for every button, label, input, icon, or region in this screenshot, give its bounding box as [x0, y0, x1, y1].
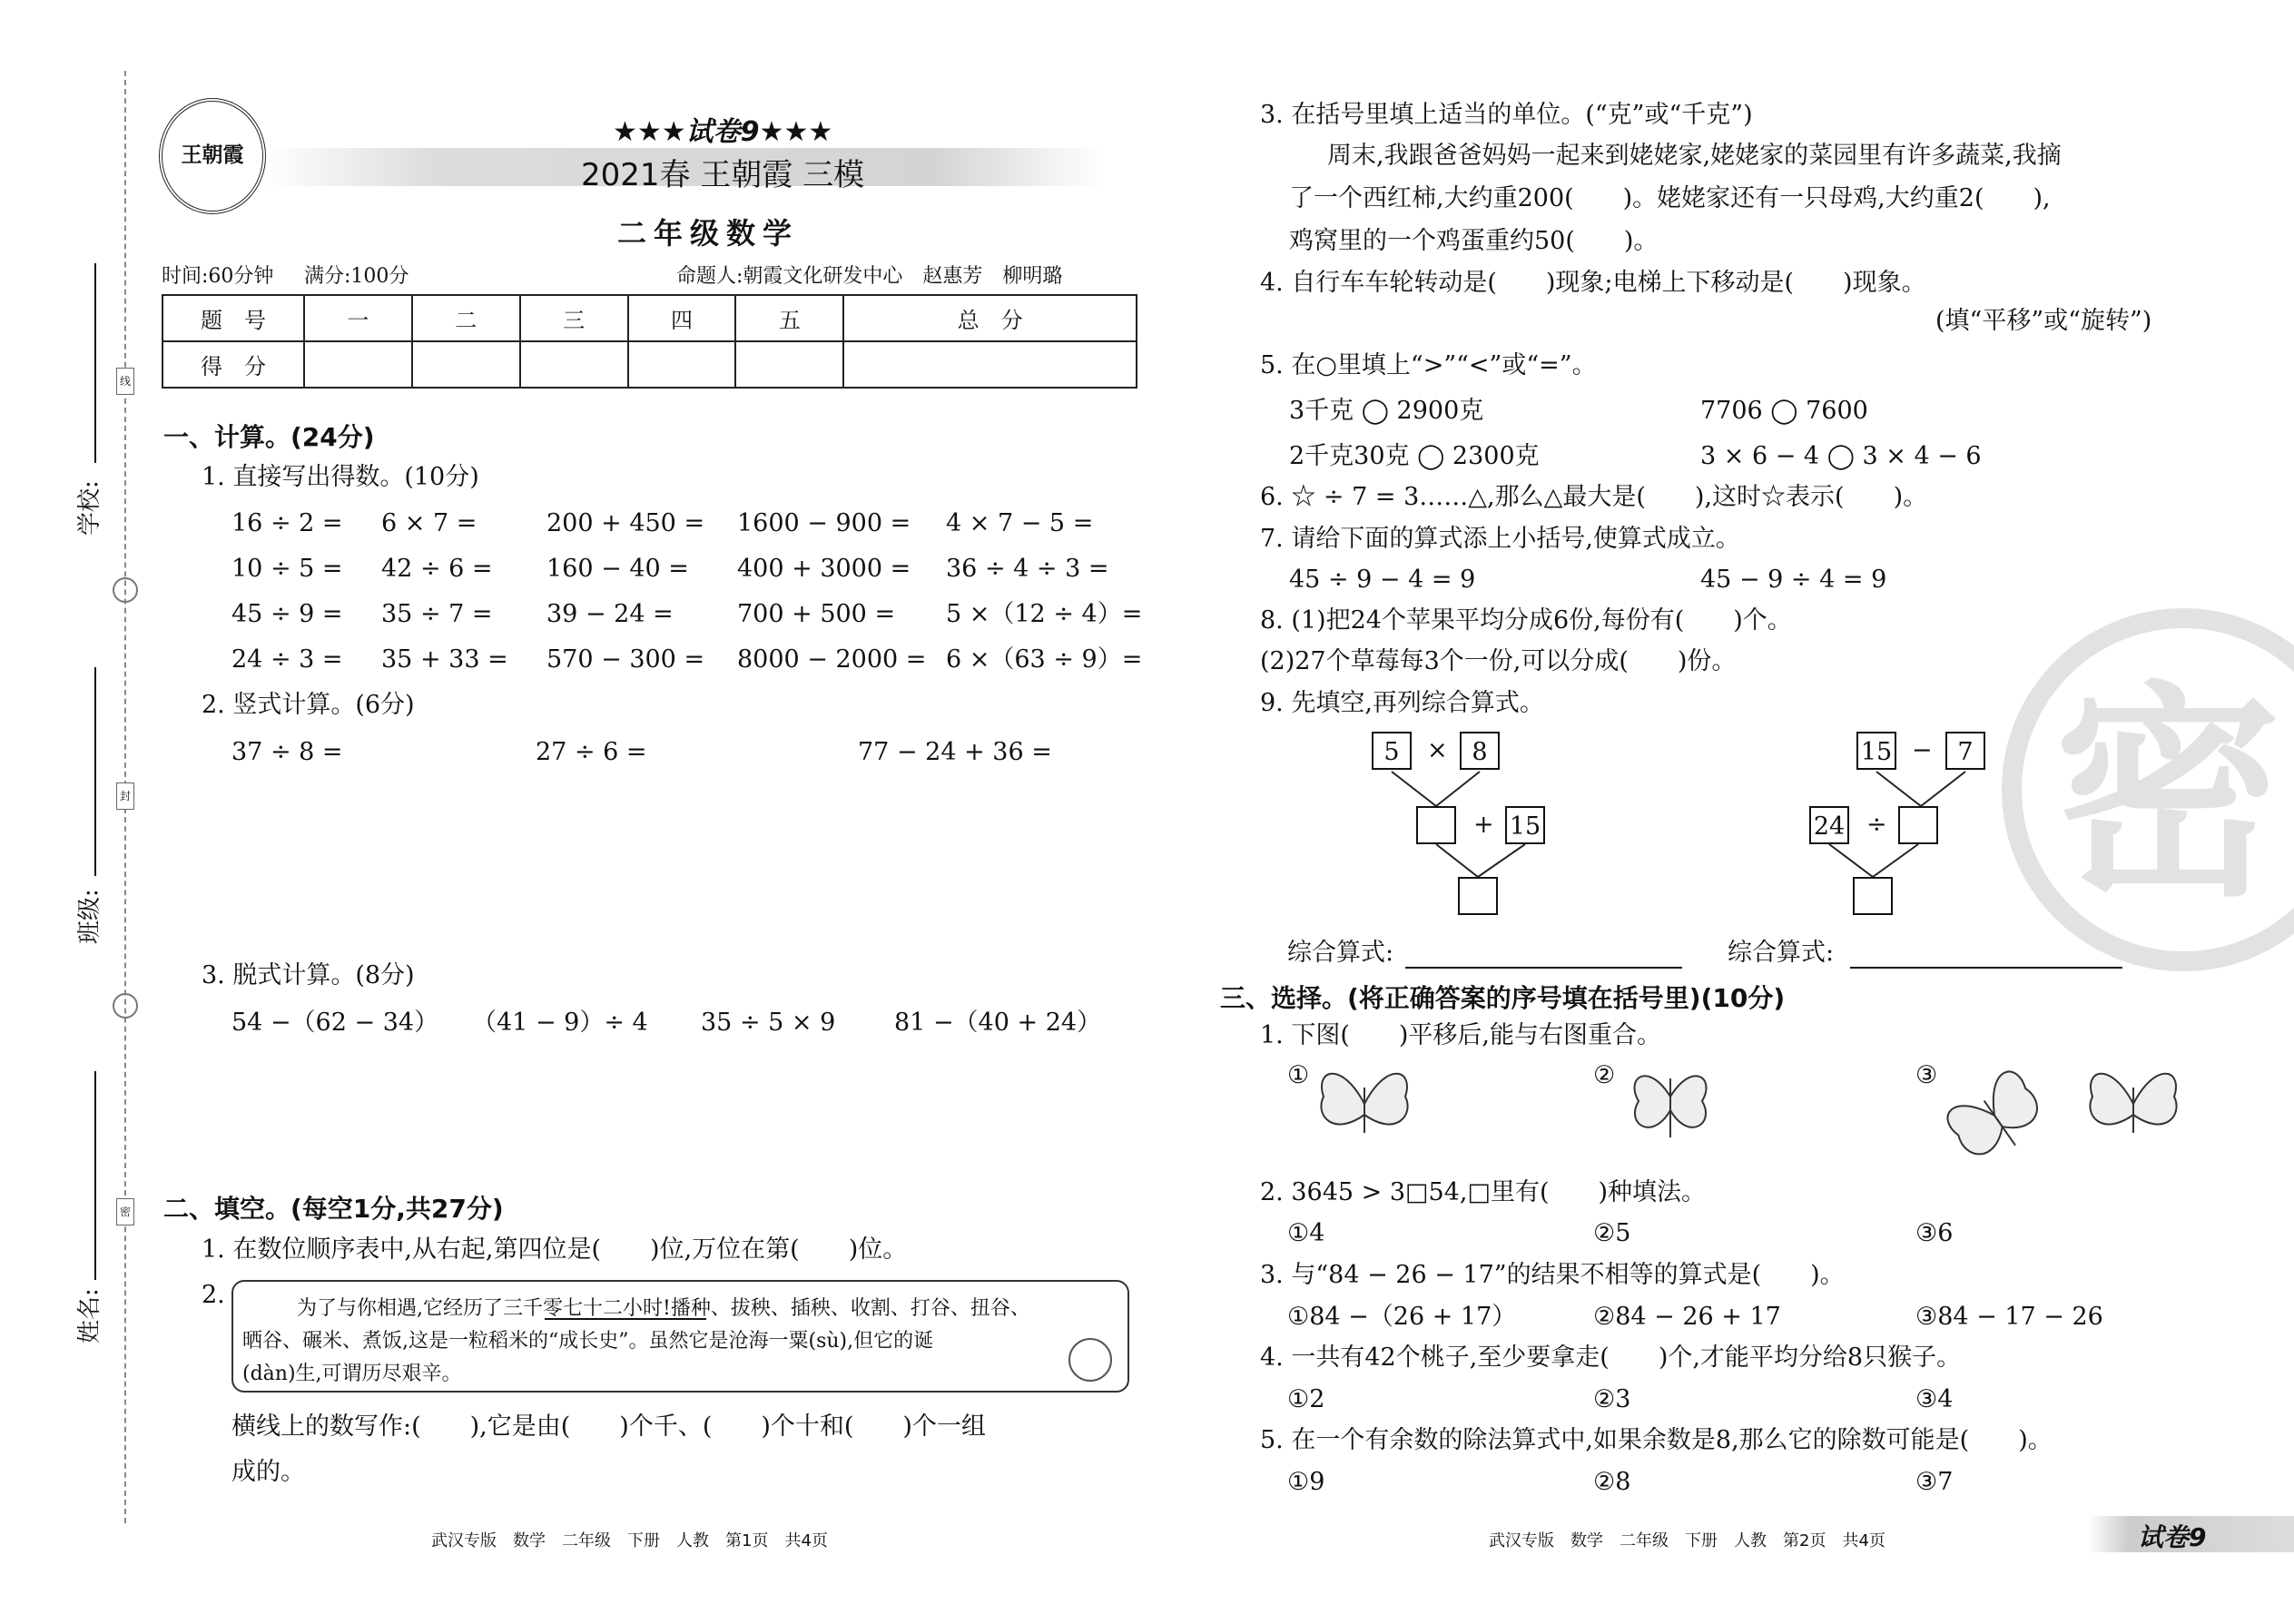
tree2-op2: ÷: [1866, 811, 1887, 839]
r-q9: 9. 先填空,再列综合算式。: [1260, 689, 1544, 717]
tree2-value-a: 15: [1856, 732, 1896, 770]
option-label: ②: [1593, 1061, 1616, 1089]
exam-number: ★★★试卷9★★★: [613, 116, 833, 148]
calc-item: 200 + 450 =: [546, 509, 705, 537]
calc-item: 35 ÷ 7 =: [381, 600, 493, 628]
option[interactable]: ①9: [1287, 1468, 1325, 1496]
tree1-value-b: 8: [1460, 732, 1500, 770]
option-label: ③: [1915, 1061, 1938, 1089]
option[interactable]: ②8: [1593, 1468, 1631, 1496]
exam-title: 2021春 王朝霞 三模: [581, 157, 865, 193]
exam-time: 时间:60分钟: [162, 265, 274, 288]
tree2-connector: [1876, 772, 1965, 806]
option-label: ①: [1287, 1061, 1310, 1089]
combined-label-1: 综合算式:: [1287, 939, 1394, 967]
tree1-value-c: 15: [1505, 806, 1545, 844]
passage-line: 晒谷、碾米、煮饭,这是一粒稻米的“成长史”。虽然它是沧海一粟(sù),但它的诞: [242, 1330, 934, 1353]
authors: 命题人:朝霞文化研发中心 赵惠芳 柳明璐: [676, 265, 1063, 288]
section2-title: 二、填空。(每空1分,共27分): [163, 1194, 504, 1224]
stepwise-item: 54 −（62 − 34）: [231, 1009, 439, 1037]
seal-tab-seal: 封: [116, 782, 134, 810]
calc-item: 5 ×（12 ÷ 4）=: [946, 600, 1143, 628]
passage-line: (dàn)生,可谓历尽艰辛。: [242, 1363, 462, 1385]
option[interactable]: ①2: [1287, 1385, 1325, 1413]
calc-item: 24 ÷ 3 =: [231, 645, 343, 674]
calc-item: 570 − 300 =: [546, 645, 705, 674]
r-q4-hint: (填“平移”或“旋转”): [1935, 307, 2152, 335]
school-label: 学校:: [76, 480, 103, 536]
option[interactable]: ③7: [1915, 1468, 1954, 1496]
tree1-op2: +: [1473, 811, 1494, 839]
calc-item: 700 + 500 =: [737, 600, 896, 628]
s3-q5: 5. 在一个有余数的除法算式中,如果余数是8,那么它的除数可能是( )。: [1260, 1426, 2053, 1454]
calc-item: 16 ÷ 2 =: [231, 509, 343, 537]
option[interactable]: ③4: [1915, 1385, 1954, 1413]
seal-tab-line: 线: [116, 368, 134, 395]
s3-q1: 1. 下图( )平移后,能与右图重合。: [1260, 1021, 1661, 1049]
r-q3-text: 周末,我跟爸爸妈妈一起来到姥姥家,姥姥家的菜园里有许多蔬菜,我摘: [1327, 142, 2062, 170]
s3-q4: 4. 一共有42个桃子,至少要拿走( )个,才能平均分给8只猴子。: [1260, 1343, 1962, 1372]
tree1-connector: [1392, 772, 1480, 806]
score-header-cell: 题 号: [162, 295, 304, 341]
option[interactable]: ②5: [1593, 1219, 1631, 1247]
vertical-item: 27 ÷ 6 =: [536, 738, 647, 766]
r-q8-2: (2)27个草莓每3个一份,可以分成( )份。: [1260, 647, 1737, 675]
butterfly-icon: [1314, 1060, 1414, 1147]
compare-item: 7706 ◯ 7600: [1700, 397, 1868, 425]
butterfly-icon: [1943, 1060, 2052, 1178]
logo-text: 王朝霞: [181, 143, 244, 167]
score-header-cell: 四: [628, 295, 736, 341]
s3-q3: 3. 与“84 − 26 − 17”的结果不相等的算式是( )。: [1260, 1261, 1845, 1289]
option[interactable]: ③6: [1915, 1219, 1954, 1247]
compare-item: 2千克30克 ◯ 2300克: [1289, 442, 1540, 470]
watermark-text: 密: [2054, 663, 2281, 927]
compare-item: 3 × 6 − 4 ◯ 3 × 4 − 6: [1700, 442, 1982, 470]
tree1-answer-box[interactable]: [1416, 806, 1456, 844]
tree2-result-box[interactable]: [1853, 877, 1893, 915]
calc-item: 42 ÷ 6 =: [381, 555, 493, 583]
butterfly-icon: [2083, 1060, 2183, 1147]
combined-answer-line-1[interactable]: [1405, 967, 1682, 969]
seal-tab-secret: 密: [116, 1198, 134, 1225]
calc-item: 6 × 7 =: [381, 509, 478, 537]
r-q6: 6. ☆ ÷ 7 = 3……△,那么△最大是( ),这时☆表示( )。: [1260, 483, 1928, 511]
r-q8-1: 8. (1)把24个苹果平均分成6份,每份有( )个。: [1260, 606, 1792, 635]
r-q3-text: 了一个西红柿,大约重200( )。姥姥家还有一只母鸡,大约重2( ),: [1289, 184, 2051, 212]
calc-item: 10 ÷ 5 =: [231, 555, 343, 583]
s2-q2-line: 成的。: [231, 1458, 305, 1486]
option[interactable]: ①4: [1287, 1219, 1325, 1247]
score-header-cell: 二: [412, 295, 520, 341]
s1-q2: 2. 竖式计算。(6分): [202, 691, 415, 719]
calc-item: 36 ÷ 4 ÷ 3 =: [946, 555, 1109, 583]
option[interactable]: ③84 − 17 − 26: [1915, 1303, 2103, 1331]
passage-line: 为了与你相遇,它经历了三千零七十二小时!播种、拔秧、插秧、收割、打谷、扭谷、: [297, 1297, 1030, 1320]
s1-q3: 3. 脱式计算。(8分): [202, 961, 415, 989]
s3-q2: 2. 3645 > 3□54,□里有( )种填法。: [1260, 1178, 1707, 1206]
vertical-item: 77 − 24 + 36 =: [858, 738, 1052, 766]
s2-q2-line: 横线上的数写作:( ),它是由( )个千、( )个十和( )个一组: [231, 1412, 986, 1441]
name-label: 姓名:: [76, 1288, 103, 1343]
r-q3-text: 鸡窝里的一个鸡蛋重约50( )。: [1289, 227, 1659, 255]
score-header-cell: 一: [304, 295, 412, 341]
score-label-cell: 得 分: [162, 341, 304, 388]
s1-q1: 1. 直接写出得数。(10分): [202, 463, 479, 491]
combined-label-2: 综合算式:: [1728, 939, 1835, 967]
score-header-cell: 五: [735, 295, 843, 341]
stepwise-item: 35 ÷ 5 × 9: [701, 1009, 836, 1037]
subject-title: 二年级数学: [617, 216, 800, 251]
combined-answer-line-2[interactable]: [1850, 967, 2122, 969]
score-header-cell: 三: [520, 295, 628, 341]
class-label: 班级:: [76, 889, 103, 944]
calc-item: 39 − 24 =: [546, 600, 674, 628]
calc-item: 1600 − 900 =: [737, 509, 911, 537]
r-q5: 5. 在○里填上“>”“<”或“=”。: [1260, 351, 1597, 379]
calc-item: 35 + 33 =: [381, 645, 508, 674]
tree2-value-b: 7: [1945, 732, 1985, 770]
paren-item: 45 ÷ 9 − 4 = 9: [1289, 566, 1476, 594]
section3-title: 三、选择。(将正确答案的序号填在括号里)(10分): [1220, 983, 1786, 1013]
calc-item: 45 ÷ 9 =: [231, 600, 343, 628]
calc-item: 4 × 7 − 5 =: [946, 509, 1094, 537]
tree2-value-c: 24: [1809, 806, 1849, 844]
s2-q1: 1. 在数位顺序表中,从右起,第四位是( )位,万位在第( )位。: [202, 1235, 908, 1264]
score-header-cell: 总 分: [843, 295, 1137, 341]
stepwise-item: 81 −（40 + 24）: [894, 1009, 1102, 1037]
footer-left: 武汉专版 数学 二年级 下册 人教 第1页 共4页: [431, 1531, 828, 1550]
footer-right: 武汉专版 数学 二年级 下册 人教 第2页 共4页: [1489, 1531, 1885, 1550]
tree2-op1: −: [1912, 736, 1933, 764]
calc-item: 160 − 40 =: [546, 555, 689, 583]
calc-item: 8000 − 2000 =: [737, 645, 927, 674]
tree1-value-a: 5: [1372, 732, 1412, 770]
calc-item: 6 ×（63 ÷ 9）=: [946, 645, 1143, 674]
calc-item: 400 + 3000 =: [737, 555, 911, 583]
r-q3: 3. 在括号里填上适当的单位。(“克”或“千克”): [1260, 101, 1753, 129]
footer-badge: 试卷9: [2138, 1522, 2207, 1552]
r-q7: 7. 请给下面的算式添上小括号,使算式成立。: [1260, 525, 1740, 553]
vertical-item: 37 ÷ 8 =: [231, 738, 343, 766]
s2-q2-number: 2.: [202, 1281, 225, 1309]
section1-title: 一、计算。(24分): [163, 422, 375, 452]
option[interactable]: ①84 −（26 + 17）: [1287, 1303, 1517, 1331]
paren-item: 45 − 9 ÷ 4 = 9: [1700, 566, 1887, 594]
tree1-op1: ×: [1427, 736, 1448, 764]
compare-item: 3千克 ◯ 2900克: [1289, 397, 1484, 425]
option[interactable]: ②84 − 26 + 17: [1593, 1303, 1781, 1331]
r-q4: 4. 自行车车轮转动是( )现象;电梯上下移动是( )现象。: [1260, 269, 1926, 297]
tree1-connector: [1436, 844, 1525, 877]
butterfly-icon: [1620, 1060, 1720, 1147]
full-score: 满分:100分: [304, 265, 409, 288]
stepwise-item: （41 − 9）÷ 4: [472, 1009, 648, 1037]
option[interactable]: ②3: [1593, 1385, 1631, 1413]
tree1-result-box[interactable]: [1458, 877, 1498, 915]
tree2-answer-box[interactable]: [1898, 806, 1938, 844]
tree2-connector: [1829, 844, 1918, 877]
